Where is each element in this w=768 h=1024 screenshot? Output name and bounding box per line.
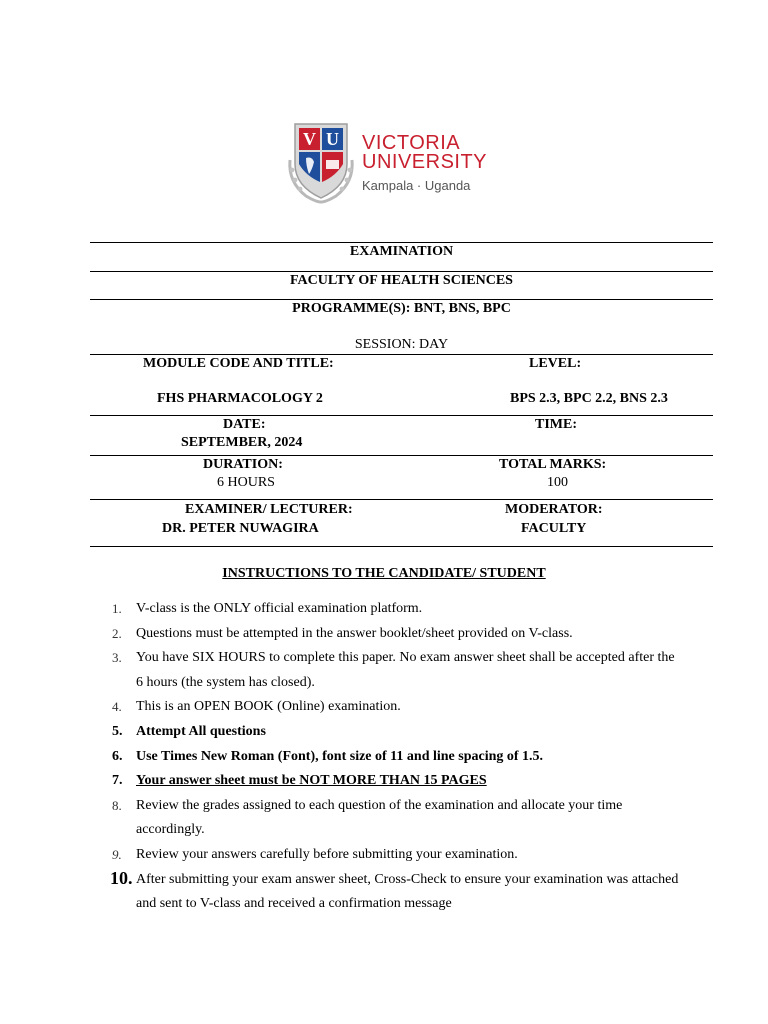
instructions-list (112, 597, 682, 917)
list-item-text: V-class is the ONLY official examination platform. (136, 601, 423, 616)
logo-name-line1: VICTORIA (362, 132, 461, 154)
list-item-number: 6. (112, 748, 123, 764)
duration-value: 6 HOURS (217, 475, 275, 490)
session-text: SESSION: DAY (354, 337, 449, 352)
list-item-text: Review your answers carefully before submitting your examination. (136, 846, 518, 862)
list-item-text: Questions must be attempted in the answer booklet/sheet provided on V-class. (136, 625, 573, 641)
list-item (112, 622, 682, 647)
list-item-text: Use Times New Roman (Font), font size of 11 and line spacing of 1.5. (136, 748, 544, 764)
list-item-number: 10. (110, 867, 133, 888)
exam-heading: EXAMINATION (349, 244, 454, 259)
programmes-heading: PROGRAMME(S): BNT, BNS, BPC (292, 301, 511, 316)
examiner-label: EXAMINER/ LECTURER: (185, 502, 353, 517)
list-item (112, 597, 682, 622)
list-item-number: 9. (112, 846, 122, 862)
date-label: DATE: (223, 417, 266, 432)
level-value: BPS 2.3, BPC 2.2, BNS 2.3 (510, 391, 668, 406)
date-value: SEPTEMBER, 2024 (181, 435, 303, 450)
university-logo (286, 120, 486, 204)
list-item-number: 8. (112, 797, 122, 813)
list-item-number: 4. (112, 699, 122, 715)
list-item-number: 5. (112, 723, 123, 739)
list-item-number: 2. (112, 625, 122, 641)
list-item-number: 3. (112, 650, 122, 666)
list-item-text: This is an OPEN BOOK (Online) examination. (136, 699, 401, 715)
list-item-text: After submitting your exam answer sheet, Cross-Check to ensure your examination was attached and sent to V-class and received a confirmation message (136, 871, 679, 912)
time-label: TIME: (535, 417, 577, 432)
logo-location: Kampala · Uganda (362, 178, 471, 193)
logo-name-line2: UNIVERSITY (362, 151, 488, 173)
duration-label: DURATION: (203, 457, 283, 472)
list-item (112, 769, 682, 794)
moderator-label: MODERATOR: (505, 502, 603, 517)
list-item (112, 868, 682, 917)
list-item (112, 720, 682, 745)
examiner-value: DR. PETER NUWAGIRA (162, 521, 319, 536)
list-item-text: Review the grades assigned to each question of the examination and allocate your time accordingly. (136, 797, 623, 838)
list-item (112, 646, 682, 695)
divider (90, 455, 713, 456)
instructions-title: INSTRUCTIONS TO THE CANDIDATE/ STUDENT (222, 566, 546, 581)
list-item (112, 695, 682, 720)
list-item (112, 745, 682, 770)
logo-monogram-v: V (303, 129, 316, 149)
divider (90, 546, 713, 547)
list-item (112, 794, 682, 843)
list-item-number: 7. (112, 773, 123, 789)
list-item-text: Your answer sheet must be NOT MORE THAN 15 PAGES (136, 773, 487, 789)
divider (90, 415, 713, 416)
marks-label: TOTAL MARKS: (499, 457, 607, 472)
list-item (112, 843, 682, 868)
list-item-number: 1. (112, 601, 122, 616)
marks-value: 100 (547, 475, 568, 490)
logo-monogram-u: U (326, 129, 339, 149)
list-item-text: You have SIX HOURS to complete this paper. No exam answer sheet shall be accepted after the 6 hours (the system has closed). (136, 650, 675, 690)
faculty-heading: FACULTY OF HEALTH SCIENCES (290, 273, 513, 288)
list-item-text: Attempt All questions (136, 723, 266, 739)
module-value: FHS PHARMACOLOGY 2 (157, 391, 323, 406)
module-label: MODULE CODE AND TITLE: (143, 356, 334, 371)
shield-crest-icon (286, 120, 356, 204)
level-label: LEVEL: (529, 356, 582, 371)
moderator-value: FACULTY (521, 521, 587, 536)
divider (90, 499, 713, 500)
